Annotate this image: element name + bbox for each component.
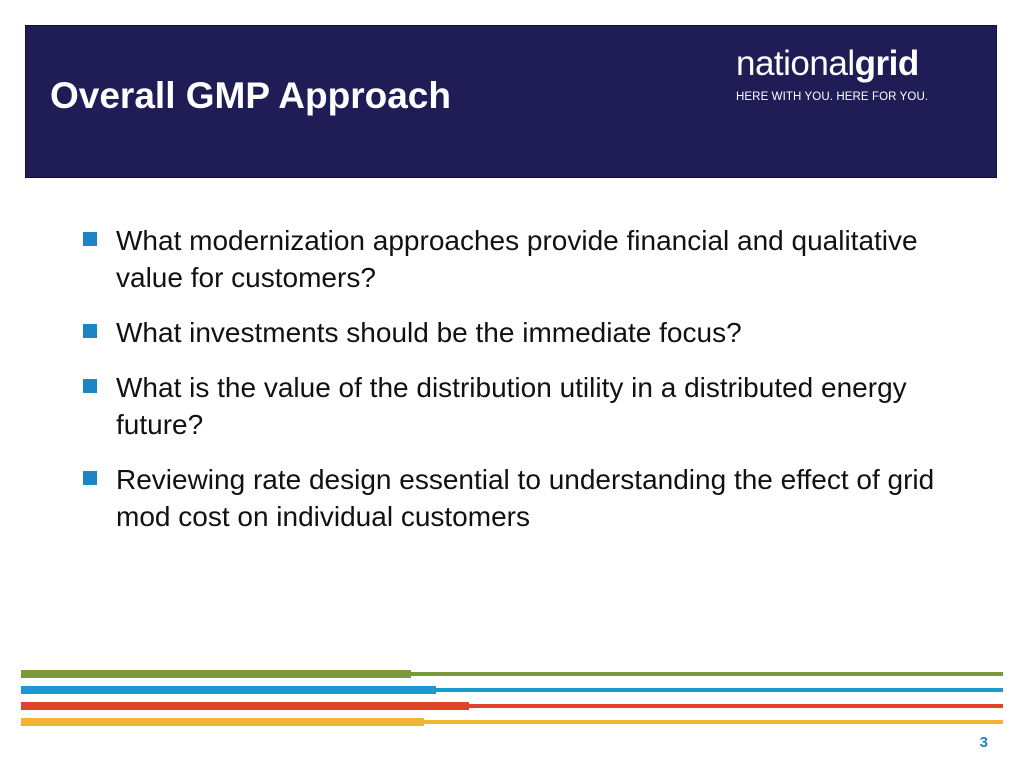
logo-wordmark — [736, 44, 946, 84]
square-bullet-icon — [83, 232, 97, 246]
square-bullet-icon — [83, 471, 97, 485]
bullet-text: What modernization approaches provide financial and qualitative value for customers? — [116, 225, 918, 293]
slide-title: Overall GMP Approach — [50, 75, 451, 116]
stripe-yellow-bar — [21, 718, 424, 726]
bullet-item — [82, 369, 962, 443]
stripe-green-bar — [21, 670, 411, 678]
logo-word-bold: grid — [854, 44, 919, 83]
stripe-red-bar — [21, 702, 469, 710]
logo-tagline: HERE WITH YOU. HERE FOR YOU. — [736, 91, 929, 103]
page-number: 3 — [979, 734, 988, 751]
stripe-blue-bar — [21, 686, 436, 694]
bullet-item — [82, 314, 962, 351]
bullet-item — [82, 222, 962, 296]
logo-word-light: national — [736, 44, 855, 83]
bullet-text: What is the value of the distribution utility in a distributed energy future? — [116, 372, 907, 440]
decorative-stripes — [21, 670, 1003, 730]
national-grid-logo — [736, 44, 946, 114]
bullet-text: What investments should be the immediate focus? — [116, 317, 742, 348]
bullet-text: Reviewing rate design essential to understanding the effect of grid mod cost on individual customers — [116, 464, 935, 532]
bullet-list — [82, 222, 962, 553]
square-bullet-icon — [83, 379, 97, 393]
bullet-item — [82, 461, 962, 535]
square-bullet-icon — [83, 324, 97, 338]
